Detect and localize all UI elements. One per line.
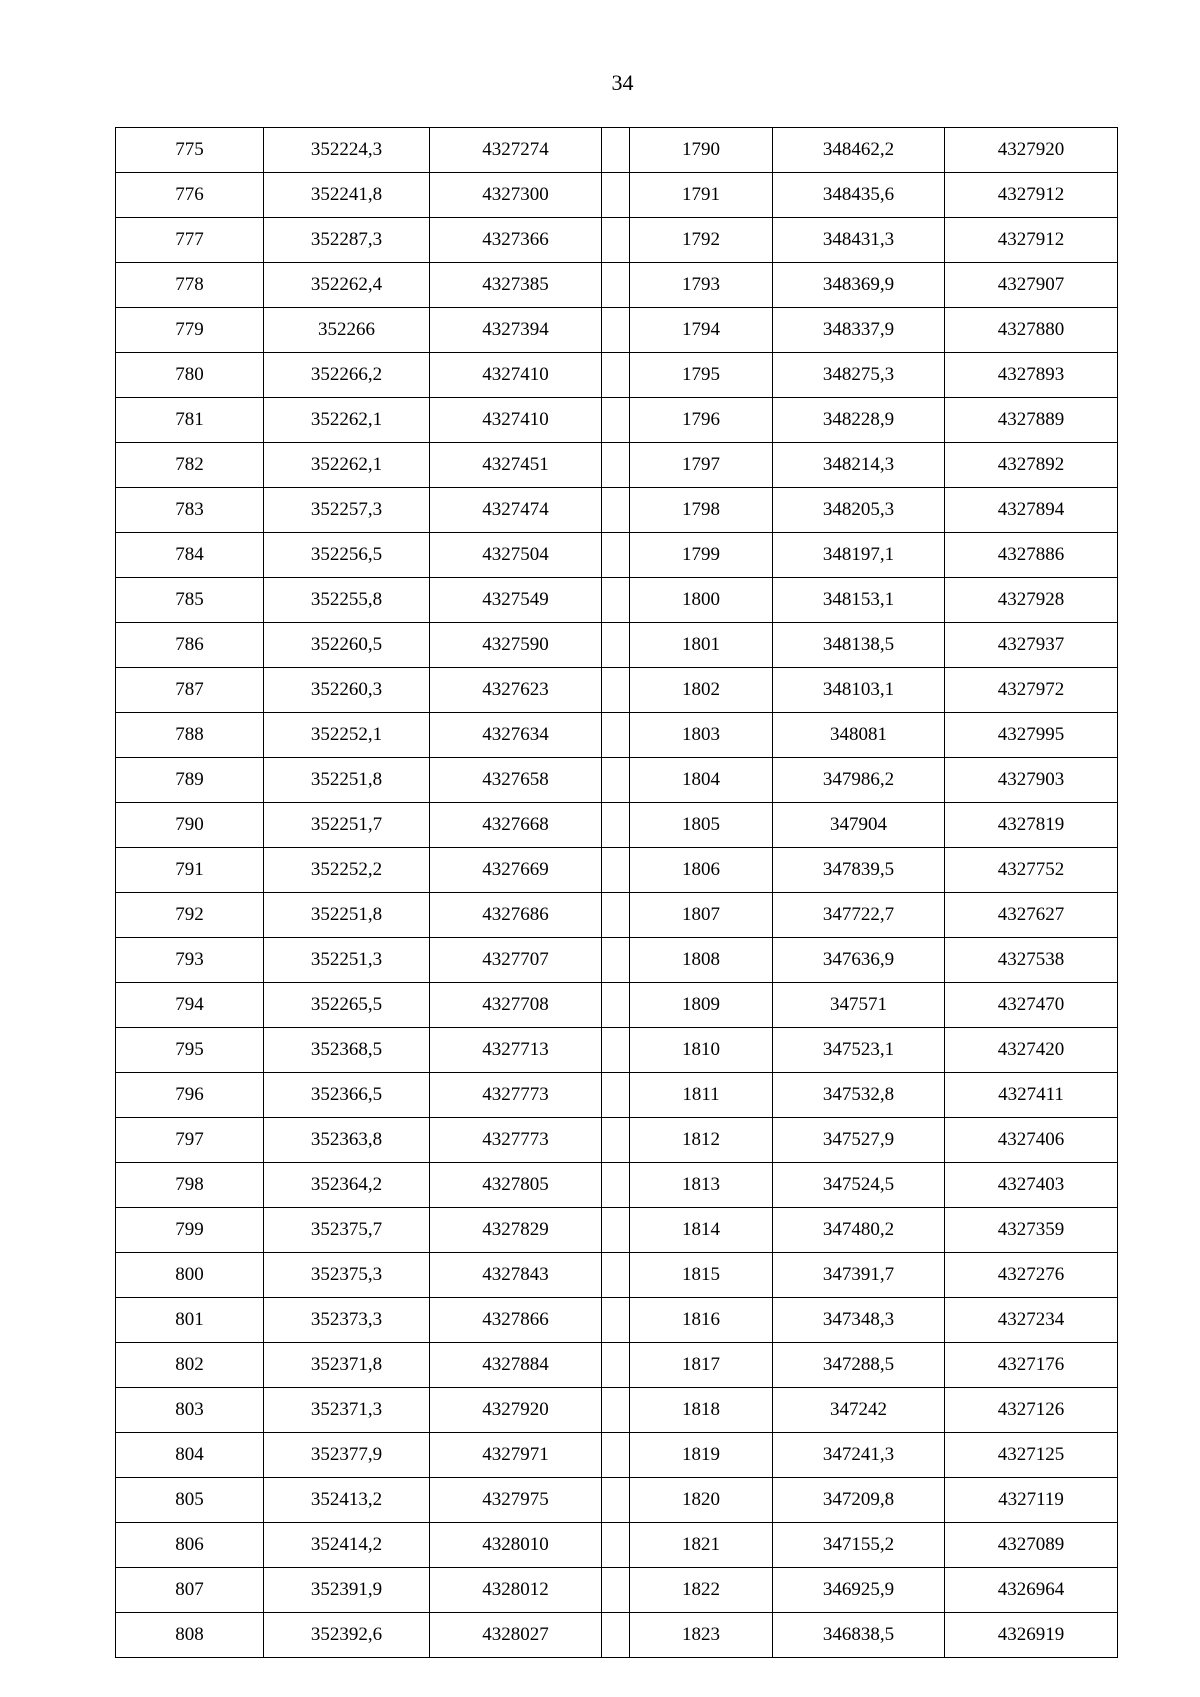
table-row	[116, 1298, 1118, 1343]
left-point-number-cell: 787	[116, 668, 264, 713]
right-point-number-cell: 1823	[630, 1613, 773, 1658]
right-point-number-cell: 1818	[630, 1388, 773, 1433]
left-y-coordinate-cell: 4327707	[430, 938, 602, 983]
table-row	[116, 983, 1118, 1028]
left-x-coordinate-cell: 352251,8	[264, 758, 430, 803]
left-y-coordinate-cell: 4327410	[430, 398, 602, 443]
table-row	[116, 1433, 1118, 1478]
left-x-coordinate-cell: 352241,8	[264, 173, 430, 218]
left-x-coordinate-cell: 352364,2	[264, 1163, 430, 1208]
left-x-coordinate-cell: 352262,4	[264, 263, 430, 308]
column-gap	[602, 848, 630, 893]
left-x-coordinate-cell: 352392,6	[264, 1613, 430, 1658]
left-x-coordinate-cell: 352255,8	[264, 578, 430, 623]
right-x-coordinate-cell: 348081	[773, 713, 945, 758]
left-x-coordinate-cell: 352260,5	[264, 623, 430, 668]
right-point-number-cell: 1797	[630, 443, 773, 488]
table-row	[116, 308, 1118, 353]
left-y-coordinate-cell: 4328012	[430, 1568, 602, 1613]
right-x-coordinate-cell: 347348,3	[773, 1298, 945, 1343]
column-gap	[602, 263, 630, 308]
right-point-number-cell: 1811	[630, 1073, 773, 1118]
right-point-number-cell: 1805	[630, 803, 773, 848]
left-x-coordinate-cell: 352256,5	[264, 533, 430, 578]
left-y-coordinate-cell: 4327274	[430, 128, 602, 173]
right-y-coordinate-cell: 4327880	[945, 308, 1118, 353]
right-y-coordinate-cell: 4327403	[945, 1163, 1118, 1208]
right-x-coordinate-cell: 347722,7	[773, 893, 945, 938]
right-y-coordinate-cell: 4327995	[945, 713, 1118, 758]
right-y-coordinate-cell: 4327892	[945, 443, 1118, 488]
table-row	[116, 353, 1118, 398]
right-point-number-cell: 1790	[630, 128, 773, 173]
table-row	[116, 173, 1118, 218]
right-x-coordinate-cell: 348205,3	[773, 488, 945, 533]
right-point-number-cell: 1819	[630, 1433, 773, 1478]
right-point-number-cell: 1810	[630, 1028, 773, 1073]
left-point-number-cell: 808	[116, 1613, 264, 1658]
left-point-number-cell: 792	[116, 893, 264, 938]
column-gap	[602, 1163, 630, 1208]
left-y-coordinate-cell: 4327866	[430, 1298, 602, 1343]
right-point-number-cell: 1799	[630, 533, 773, 578]
column-gap	[602, 1073, 630, 1118]
left-y-coordinate-cell: 4327634	[430, 713, 602, 758]
right-point-number-cell: 1796	[630, 398, 773, 443]
left-y-coordinate-cell: 4327623	[430, 668, 602, 713]
left-point-number-cell: 799	[116, 1208, 264, 1253]
right-x-coordinate-cell: 348228,9	[773, 398, 945, 443]
left-y-coordinate-cell: 4327658	[430, 758, 602, 803]
left-y-coordinate-cell: 4327975	[430, 1478, 602, 1523]
column-gap	[602, 1298, 630, 1343]
page-number: 34	[611, 70, 634, 95]
left-point-number-cell: 781	[116, 398, 264, 443]
right-x-coordinate-cell: 348103,1	[773, 668, 945, 713]
right-x-coordinate-cell: 347480,2	[773, 1208, 945, 1253]
right-x-coordinate-cell: 347209,8	[773, 1478, 945, 1523]
left-x-coordinate-cell: 352252,2	[264, 848, 430, 893]
right-y-coordinate-cell: 4327234	[945, 1298, 1118, 1343]
right-point-number-cell: 1802	[630, 668, 773, 713]
left-y-coordinate-cell: 4327474	[430, 488, 602, 533]
column-gap	[602, 713, 630, 758]
left-point-number-cell: 780	[116, 353, 264, 398]
left-point-number-cell: 777	[116, 218, 264, 263]
right-y-coordinate-cell: 4327889	[945, 398, 1118, 443]
table-row	[116, 263, 1118, 308]
column-gap	[602, 1028, 630, 1073]
left-point-number-cell: 782	[116, 443, 264, 488]
left-x-coordinate-cell: 352368,5	[264, 1028, 430, 1073]
left-x-coordinate-cell: 352251,8	[264, 893, 430, 938]
left-x-coordinate-cell: 352251,3	[264, 938, 430, 983]
right-point-number-cell: 1816	[630, 1298, 773, 1343]
left-y-coordinate-cell: 4328027	[430, 1613, 602, 1658]
right-x-coordinate-cell: 348138,5	[773, 623, 945, 668]
column-gap	[602, 623, 630, 668]
right-x-coordinate-cell: 347241,3	[773, 1433, 945, 1478]
table-row	[116, 578, 1118, 623]
right-x-coordinate-cell: 347527,9	[773, 1118, 945, 1163]
table-row	[116, 488, 1118, 533]
table-row	[116, 218, 1118, 263]
left-y-coordinate-cell: 4327669	[430, 848, 602, 893]
table-row	[116, 1253, 1118, 1298]
table-row	[116, 398, 1118, 443]
right-point-number-cell: 1793	[630, 263, 773, 308]
left-point-number-cell: 779	[116, 308, 264, 353]
table-row	[116, 1343, 1118, 1388]
right-y-coordinate-cell: 4327126	[945, 1388, 1118, 1433]
table-row	[116, 1163, 1118, 1208]
right-y-coordinate-cell: 4327752	[945, 848, 1118, 893]
right-point-number-cell: 1815	[630, 1253, 773, 1298]
right-point-number-cell: 1813	[630, 1163, 773, 1208]
left-x-coordinate-cell: 352260,3	[264, 668, 430, 713]
column-gap	[602, 1343, 630, 1388]
column-gap	[602, 1118, 630, 1163]
left-point-number-cell: 783	[116, 488, 264, 533]
left-y-coordinate-cell: 4328010	[430, 1523, 602, 1568]
right-point-number-cell: 1809	[630, 983, 773, 1028]
right-point-number-cell: 1812	[630, 1118, 773, 1163]
right-point-number-cell: 1822	[630, 1568, 773, 1613]
table-row	[116, 1028, 1118, 1073]
table-row	[116, 1388, 1118, 1433]
right-y-coordinate-cell: 4327627	[945, 893, 1118, 938]
right-point-number-cell: 1807	[630, 893, 773, 938]
right-point-number-cell: 1804	[630, 758, 773, 803]
left-point-number-cell: 803	[116, 1388, 264, 1433]
right-y-coordinate-cell: 4327937	[945, 623, 1118, 668]
right-y-coordinate-cell: 4327470	[945, 983, 1118, 1028]
right-point-number-cell: 1798	[630, 488, 773, 533]
left-y-coordinate-cell: 4327366	[430, 218, 602, 263]
table-row	[116, 128, 1118, 173]
right-point-number-cell: 1817	[630, 1343, 773, 1388]
right-x-coordinate-cell: 347155,2	[773, 1523, 945, 1568]
left-point-number-cell: 793	[116, 938, 264, 983]
table-row	[116, 1118, 1118, 1163]
left-point-number-cell: 795	[116, 1028, 264, 1073]
table-row	[116, 758, 1118, 803]
left-y-coordinate-cell: 4327829	[430, 1208, 602, 1253]
coordinates-table	[115, 127, 1118, 1658]
table-row	[116, 1208, 1118, 1253]
left-y-coordinate-cell: 4327300	[430, 173, 602, 218]
left-y-coordinate-cell: 4327773	[430, 1118, 602, 1163]
column-gap	[602, 173, 630, 218]
right-x-coordinate-cell: 347391,7	[773, 1253, 945, 1298]
left-x-coordinate-cell: 352224,3	[264, 128, 430, 173]
table-row	[116, 938, 1118, 983]
left-point-number-cell: 788	[116, 713, 264, 758]
column-gap	[602, 128, 630, 173]
table-row	[116, 713, 1118, 758]
right-y-coordinate-cell: 4327894	[945, 488, 1118, 533]
left-y-coordinate-cell: 4327884	[430, 1343, 602, 1388]
right-y-coordinate-cell: 4327912	[945, 218, 1118, 263]
column-gap	[602, 308, 630, 353]
left-x-coordinate-cell: 352371,8	[264, 1343, 430, 1388]
table-row	[116, 668, 1118, 713]
right-x-coordinate-cell: 347986,2	[773, 758, 945, 803]
left-y-coordinate-cell: 4327590	[430, 623, 602, 668]
left-y-coordinate-cell: 4327410	[430, 353, 602, 398]
right-y-coordinate-cell: 4327276	[945, 1253, 1118, 1298]
left-point-number-cell: 798	[116, 1163, 264, 1208]
right-x-coordinate-cell: 347288,5	[773, 1343, 945, 1388]
right-y-coordinate-cell: 4327538	[945, 938, 1118, 983]
right-x-coordinate-cell: 348337,9	[773, 308, 945, 353]
right-y-coordinate-cell: 4327420	[945, 1028, 1118, 1073]
right-y-coordinate-cell: 4327125	[945, 1433, 1118, 1478]
left-y-coordinate-cell: 4327549	[430, 578, 602, 623]
right-y-coordinate-cell: 4326919	[945, 1613, 1118, 1658]
left-y-coordinate-cell: 4327713	[430, 1028, 602, 1073]
left-x-coordinate-cell: 352414,2	[264, 1523, 430, 1568]
table-row	[116, 803, 1118, 848]
right-x-coordinate-cell: 347839,5	[773, 848, 945, 893]
left-x-coordinate-cell: 352252,1	[264, 713, 430, 758]
left-point-number-cell: 789	[116, 758, 264, 803]
right-x-coordinate-cell: 348153,1	[773, 578, 945, 623]
right-point-number-cell: 1820	[630, 1478, 773, 1523]
table-row	[116, 1523, 1118, 1568]
right-y-coordinate-cell: 4327411	[945, 1073, 1118, 1118]
right-y-coordinate-cell: 4327176	[945, 1343, 1118, 1388]
left-point-number-cell: 796	[116, 1073, 264, 1118]
left-point-number-cell: 786	[116, 623, 264, 668]
left-y-coordinate-cell: 4327451	[430, 443, 602, 488]
right-x-coordinate-cell: 348431,3	[773, 218, 945, 263]
right-point-number-cell: 1803	[630, 713, 773, 758]
right-x-coordinate-cell: 346838,5	[773, 1613, 945, 1658]
right-x-coordinate-cell: 348197,1	[773, 533, 945, 578]
left-y-coordinate-cell: 4327773	[430, 1073, 602, 1118]
left-x-coordinate-cell: 352265,5	[264, 983, 430, 1028]
left-point-number-cell: 791	[116, 848, 264, 893]
right-x-coordinate-cell: 346925,9	[773, 1568, 945, 1613]
table-row	[116, 443, 1118, 488]
table-row	[116, 848, 1118, 893]
left-point-number-cell: 806	[116, 1523, 264, 1568]
right-x-coordinate-cell: 347532,8	[773, 1073, 945, 1118]
column-gap	[602, 1253, 630, 1298]
right-point-number-cell: 1821	[630, 1523, 773, 1568]
coordinates-table-body	[116, 128, 1118, 1658]
right-point-number-cell: 1814	[630, 1208, 773, 1253]
right-x-coordinate-cell: 347636,9	[773, 938, 945, 983]
column-gap	[602, 758, 630, 803]
right-x-coordinate-cell: 347571	[773, 983, 945, 1028]
left-y-coordinate-cell: 4327805	[430, 1163, 602, 1208]
column-gap	[602, 983, 630, 1028]
table-row	[116, 1478, 1118, 1523]
column-gap	[602, 443, 630, 488]
left-y-coordinate-cell: 4327708	[430, 983, 602, 1028]
left-x-coordinate-cell: 352371,3	[264, 1388, 430, 1433]
right-point-number-cell: 1791	[630, 173, 773, 218]
right-point-number-cell: 1795	[630, 353, 773, 398]
left-point-number-cell: 805	[116, 1478, 264, 1523]
column-gap	[602, 533, 630, 578]
left-point-number-cell: 790	[116, 803, 264, 848]
table-row	[116, 893, 1118, 938]
left-x-coordinate-cell: 352375,3	[264, 1253, 430, 1298]
left-point-number-cell: 804	[116, 1433, 264, 1478]
left-x-coordinate-cell: 352287,3	[264, 218, 430, 263]
table-row	[116, 533, 1118, 578]
left-x-coordinate-cell: 352266	[264, 308, 430, 353]
right-x-coordinate-cell: 347524,5	[773, 1163, 945, 1208]
left-point-number-cell: 778	[116, 263, 264, 308]
column-gap	[602, 1478, 630, 1523]
left-x-coordinate-cell: 352391,9	[264, 1568, 430, 1613]
left-x-coordinate-cell: 352266,2	[264, 353, 430, 398]
right-point-number-cell: 1800	[630, 578, 773, 623]
left-x-coordinate-cell: 352373,3	[264, 1298, 430, 1343]
right-x-coordinate-cell: 347904	[773, 803, 945, 848]
right-y-coordinate-cell: 4327886	[945, 533, 1118, 578]
column-gap	[602, 668, 630, 713]
column-gap	[602, 578, 630, 623]
right-x-coordinate-cell: 347242	[773, 1388, 945, 1433]
right-y-coordinate-cell: 4327912	[945, 173, 1118, 218]
right-point-number-cell: 1806	[630, 848, 773, 893]
right-y-coordinate-cell: 4327907	[945, 263, 1118, 308]
right-x-coordinate-cell: 348275,3	[773, 353, 945, 398]
column-gap	[602, 893, 630, 938]
right-y-coordinate-cell: 4326964	[945, 1568, 1118, 1613]
column-gap	[602, 218, 630, 263]
left-point-number-cell: 776	[116, 173, 264, 218]
right-x-coordinate-cell: 348214,3	[773, 443, 945, 488]
left-y-coordinate-cell: 4327504	[430, 533, 602, 578]
right-point-number-cell: 1794	[630, 308, 773, 353]
left-x-coordinate-cell: 352251,7	[264, 803, 430, 848]
left-point-number-cell: 797	[116, 1118, 264, 1163]
right-x-coordinate-cell: 348369,9	[773, 263, 945, 308]
left-point-number-cell: 801	[116, 1298, 264, 1343]
column-gap	[602, 1523, 630, 1568]
left-y-coordinate-cell: 4327668	[430, 803, 602, 848]
left-point-number-cell: 807	[116, 1568, 264, 1613]
right-x-coordinate-cell: 348462,2	[773, 128, 945, 173]
table-row	[116, 1613, 1118, 1658]
left-x-coordinate-cell: 352377,9	[264, 1433, 430, 1478]
right-y-coordinate-cell: 4327119	[945, 1478, 1118, 1523]
left-y-coordinate-cell: 4327394	[430, 308, 602, 353]
left-point-number-cell: 800	[116, 1253, 264, 1298]
left-point-number-cell: 775	[116, 128, 264, 173]
left-y-coordinate-cell: 4327385	[430, 263, 602, 308]
right-x-coordinate-cell: 348435,6	[773, 173, 945, 218]
right-y-coordinate-cell: 4327893	[945, 353, 1118, 398]
left-x-coordinate-cell: 352257,3	[264, 488, 430, 533]
left-y-coordinate-cell: 4327920	[430, 1388, 602, 1433]
left-x-coordinate-cell: 352262,1	[264, 443, 430, 488]
right-y-coordinate-cell: 4327819	[945, 803, 1118, 848]
right-y-coordinate-cell: 4327359	[945, 1208, 1118, 1253]
left-x-coordinate-cell: 352413,2	[264, 1478, 430, 1523]
column-gap	[602, 353, 630, 398]
column-gap	[602, 1388, 630, 1433]
column-gap	[602, 1208, 630, 1253]
left-point-number-cell: 785	[116, 578, 264, 623]
table-row	[116, 1073, 1118, 1118]
column-gap	[602, 1568, 630, 1613]
right-point-number-cell: 1808	[630, 938, 773, 983]
right-y-coordinate-cell: 4327928	[945, 578, 1118, 623]
column-gap	[602, 398, 630, 443]
left-x-coordinate-cell: 352366,5	[264, 1073, 430, 1118]
left-point-number-cell: 784	[116, 533, 264, 578]
right-point-number-cell: 1792	[630, 218, 773, 263]
left-point-number-cell: 794	[116, 983, 264, 1028]
left-x-coordinate-cell: 352375,7	[264, 1208, 430, 1253]
left-x-coordinate-cell: 352363,8	[264, 1118, 430, 1163]
right-point-number-cell: 1801	[630, 623, 773, 668]
right-y-coordinate-cell: 4327972	[945, 668, 1118, 713]
right-x-coordinate-cell: 347523,1	[773, 1028, 945, 1073]
right-y-coordinate-cell: 4327920	[945, 128, 1118, 173]
column-gap	[602, 803, 630, 848]
left-y-coordinate-cell: 4327971	[430, 1433, 602, 1478]
left-y-coordinate-cell: 4327843	[430, 1253, 602, 1298]
right-y-coordinate-cell: 4327903	[945, 758, 1118, 803]
left-x-coordinate-cell: 352262,1	[264, 398, 430, 443]
column-gap	[602, 1433, 630, 1478]
table-row	[116, 1568, 1118, 1613]
column-gap	[602, 488, 630, 533]
right-y-coordinate-cell: 4327406	[945, 1118, 1118, 1163]
left-y-coordinate-cell: 4327686	[430, 893, 602, 938]
column-gap	[602, 938, 630, 983]
right-y-coordinate-cell: 4327089	[945, 1523, 1118, 1568]
left-point-number-cell: 802	[116, 1343, 264, 1388]
column-gap	[602, 1613, 630, 1658]
table-row	[116, 623, 1118, 668]
